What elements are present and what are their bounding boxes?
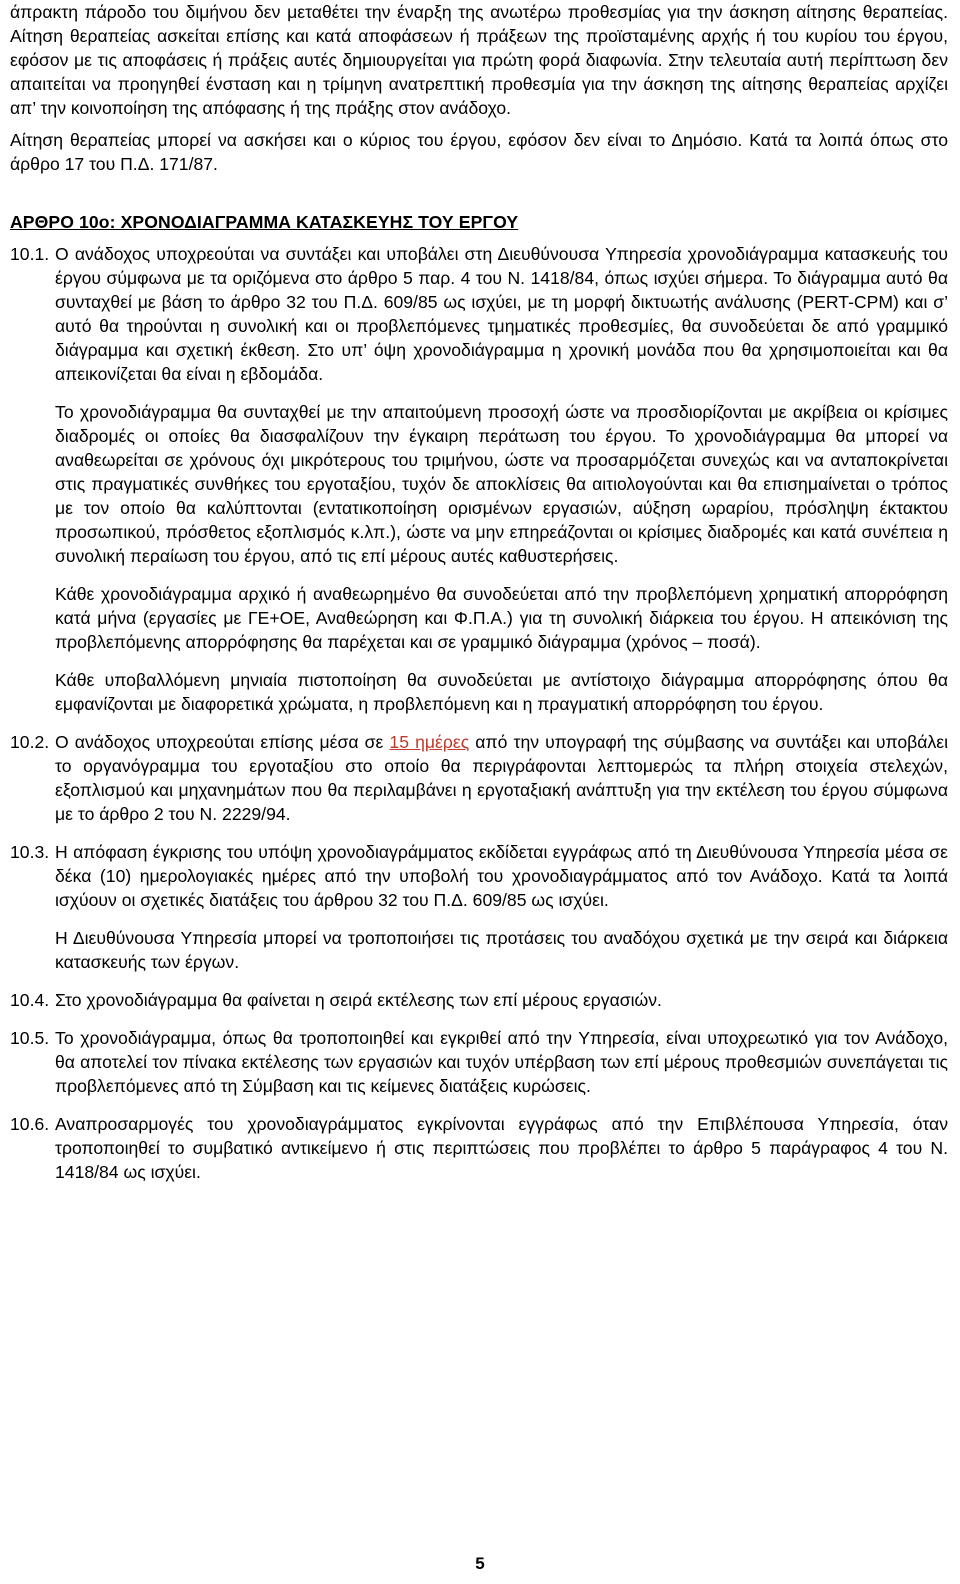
section-10-6 xyxy=(10,1112,948,1184)
section-body xyxy=(55,242,948,386)
section-10-3-paragraph-2: Η Διευθύνουσα Υπηρεσία μπορεί να τροποποιήσει τις προτάσεις του αναδόχου σχετικά με την σειρά και διάρκεια κατασκευής των έργων. xyxy=(55,928,948,972)
document-page xyxy=(10,0,948,1198)
section-body xyxy=(55,988,948,1012)
section-10-3 xyxy=(10,840,948,912)
section-10-3-paragraph-1: Η απόφαση έγκρισης του υπόψη χρονοδιαγράμματος εκδίδεται εγγράφως από τη Διευθύνουσα Υπηρεσία μέσα σε δέκα (10) ημερολογιακές ημέρες από την υποβολή του χρονοδιαγράμματος από τον Ανάδοχο. Κατά τα λοιπά ισχύουν οι σχετικές διατάξεις του άρθρου 32 του Π.Δ. 609/85 ως ισχύει. xyxy=(55,842,948,910)
section-10-5 xyxy=(10,1026,948,1098)
section-10-1-paragraph-4: Κάθε υποβαλλόμενη μηνιαία πιστοποίηση θα συνοδεύεται με αντίστοιχο διάγραμμα απορρόφησης όπου θα εμφανίζονται με διαφορετικά χρώματα, η προβλεπόμενη και η πραγματική απορρόφηση του έργου. xyxy=(55,670,948,714)
section-10-2 xyxy=(10,730,948,826)
section-10-6-paragraph: Αναπροσαρμογές του χρονοδιαγράμματος εγκρίνονται εγγράφως από την Επιβλέπουσα Υπηρεσία, όταν τροποποιηθεί το συμβατικό αντικείμενο ή στις περιπτώσεις που προβλέπει το άρθρο 5 παράγραφος 4 του Ν. 1418/84 ως ισχύει. xyxy=(55,1114,948,1182)
section-number: 10.4. xyxy=(10,990,50,1010)
section-body xyxy=(55,1026,948,1098)
section-10-4 xyxy=(10,988,948,1012)
section-10-5-paragraph: Το χρονοδιάγραμμα, όπως θα τροποποιηθεί και εγκριθεί από την Υπηρεσία, είναι υποχρεωτικό για τον Ανάδοχο, θα αποτελεί τον πίνακα εκτέλεσης των εργασιών και τυχόν υπέρβαση των επί μέρους προθεσμιών συνεπάγεται τις προβλεπόμενες από τη Σύμβαση και τις κείμενες διατάξεις κυρώσεις. xyxy=(55,1028,948,1096)
section-body xyxy=(55,730,948,826)
section-number: 10.1. xyxy=(10,244,50,264)
intro-paragraph-1: άπρακτη πάροδο του διμήνου δεν μεταθέτει την έναρξη της ανωτέρω προθεσμίας για την άσκηση αίτησης θεραπείας. Αίτηση θεραπείας ασκείται επίσης και κατά αποφάσεων ή πράξεων της προϊσταμένης αρχής ή του κυρίου του έργου, εφόσον με τις αποφάσεις ή πράξεις αυτές δημιουργείται για πρώτη φορά διαφωνία. Στην τελευταία αυτή περίπτωση δεν απαιτείται να προηγηθεί ένσταση και η τρίμηνη ανατρεπτική προθεσμία για την άσκηση της αίτησης θεραπείας αρχίζει απ’ την κοινοποίηση της απόφασης ή της πράξης στον ανάδοχο. xyxy=(10,2,948,118)
intro-paragraph-2: Αίτηση θεραπείας μπορεί να ασκήσει και ο κύριος του έργου, εφόσον δεν είναι το Δημόσιο. Κατά τα λοιπά όπως στο άρθρο 17 του Π.Δ. 171/87. xyxy=(10,130,948,174)
section-10-1-paragraph-3: Κάθε χρονοδιάγραμμα αρχικό ή αναθεωρημένο θα συνοδεύεται από την προβλεπόμενη χρηματική απορρόφηση κατά μήνα (εργασίες με ΓΕ+ΟΕ, Αναθεώρηση και Φ.Π.Α.) για τη συνολική διάρκεια του έργου. Η απεικόνιση της προβλεπόμενης απορρόφησης θα παρέχεται και σε γραμμικό διάγραμμα (χρόνος – ποσά). xyxy=(55,584,948,652)
section-10-1-paragraph-1: Ο ανάδοχος υποχρεούται να συντάξει και υποβάλει στη Διευθύνουσα Υπηρεσία χρονοδιάγραμμα κατασκευής του έργου σύμφωνα με τα οριζόμενα στο άρθρο 5 παρ. 4 του Ν. 1418/84, όπως ισχύει σήμερα. Το διάγραμμα αυτό θα συνταχθεί με βάση το άρθρο 32 του Π.Δ. 609/85 ως ισχύει, με τη μορφή δικτυωτής ανάλυσης (PERT-CPM) και σ’ αυτό θα τηρούνται η συνολική και οι προβλεπόμενες τμηματικές προθεσμίες, θα συνοδεύεται δε από γραμμικό διάγραμμα και σχετική έκθεση. Στο υπ’ όψη χρονοδιάγραμμα η χρονική μονάδα που θα χρησιμοποιείται και θα απεικονίζεται θα είναι η εβδομάδα. xyxy=(55,244,948,384)
text-after: από την υπογραφή της σύμβασης να συντάξει και υποβάλει το οργανόγραμμα του εργοταξίου στο οποίο θα περιγράφονται λεπτομερώς τα πλήρη στοιχεία στελεχών, εξοπλισμού και μηχανημάτων που θα περιλαμβάνει η εργοταξιακή ανάπτυξη για την εκτέλεση του έργου σύμφωνα με το άρθρο 2 του Ν. 2229/94. xyxy=(55,732,949,824)
section-10-1 xyxy=(10,242,948,386)
section-10-1-paragraph-2: Το χρονοδιάγραμμα θα συνταχθεί με την απαιτούμενη προσοχή ώστε να προσδιορίζονται με ακρίβεια οι κρίσιμες διαδρομές οι οποίες θα διασφαλίζουν την έγκαιρη περάτωση του έργου. Το χρονοδιάγραμμα θα μπορεί να αναθεωρείται σε χρόνους όχι μικρότερους του τριμήνου, ώστε να προσαρμόζεται συνεχώς και να ανταποκρίνεται στις πραγματικές συνθήκες του εργοταξίου, τυχόν δε αποκλίσεις θα αιτιολογούνται και θα επισημαίνεται ο τρόπος με τον οποίο θα καλύπτονται (εντατικοποίηση ορισμένων εργασιών, αύξηση ωραρίου, πρόσληψη έκτακτου προσωπικού, πρόσθετος εξοπλισμός κ.λπ.), ώστε να μην επηρεάζονται οι κρίσιμες διαδρομές και κατά συνέπεια η συνολική περαίωση του έργου, από τις επί μέρους αυτές καθυστερήσεις. xyxy=(55,402,948,566)
section-10-2-paragraph xyxy=(55,730,948,826)
article-heading: ΑΡΘΡΟ 10ο: ΧΡΟΝΟΔΙΑΓΡΑΜΜΑ ΚΑΤΑΣΚΕΥΗΣ ΤΟΥ ΕΡΓΟΥ xyxy=(10,212,519,232)
page-number: 5 xyxy=(475,1554,485,1573)
section-number: 10.6. xyxy=(10,1114,50,1134)
deadline-highlight: 15 ημέρες xyxy=(389,732,470,752)
section-10-4-paragraph: Στο χρονοδιάγραμμα θα φαίνεται η σειρά εκτέλεσης των επί μέρους εργασιών. xyxy=(55,990,662,1010)
section-number: 10.2. xyxy=(10,732,50,752)
section-body xyxy=(55,1112,948,1184)
section-number: 10.3. xyxy=(10,842,50,862)
text-before: Ο ανάδοχος υποχρεούται επίσης μέσα σε xyxy=(55,732,390,752)
section-number: 10.5. xyxy=(10,1028,50,1048)
section-body xyxy=(55,840,948,912)
